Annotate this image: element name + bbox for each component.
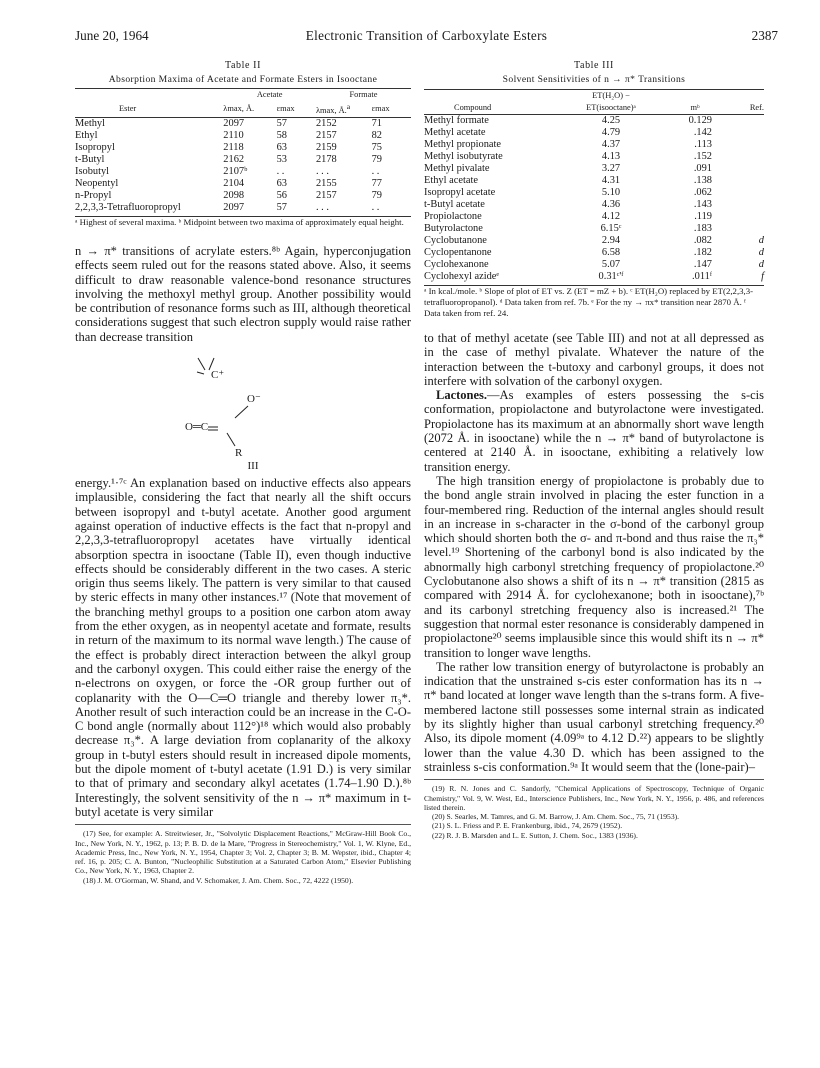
structure-atom-r: R <box>235 447 243 460</box>
table-2-cell-formate-lmax: . . . <box>315 166 329 177</box>
table-2-cell-formate-emax: 79 <box>371 190 382 201</box>
table-3-cell-m: .183 <box>693 223 712 234</box>
table-3-cell-ref <box>730 211 764 223</box>
table-2-row <box>75 130 411 142</box>
table-2-col-lmax-formate-text: λmax, Å. <box>315 106 347 115</box>
table-3-cell-ref <box>730 115 764 128</box>
right-paragraph-lactones <box>424 388 764 474</box>
table-3-cell-et: 5.07 <box>601 259 621 270</box>
table-3-cell-ref: d <box>758 235 764 246</box>
table-3-cell-compound: Methyl pivalate <box>424 163 490 174</box>
footnote-21: (21) S. L. Friess and P. E. Frankenburg, ibid., 74, 2679 (1952). <box>432 821 623 831</box>
table-2-group-formate: Formate <box>349 90 378 99</box>
table-3-row <box>424 247 764 259</box>
table-3-cell-m: .113 <box>694 139 712 150</box>
page-number: 2387 <box>751 28 778 43</box>
table-3-cell-m: .143 <box>693 199 712 210</box>
table-3-row <box>424 211 764 223</box>
table-2-footnote: ᵃ Highest of several maxima. ᵇ Midpoint between two maxima of approximately equal height. <box>75 216 411 228</box>
table-3-cell-et: 4.12 <box>601 211 621 222</box>
table-3-cell-ref: d <box>758 259 764 270</box>
table-2-row <box>75 142 411 154</box>
table-3-cell-et: 5.10 <box>601 187 621 198</box>
table-3-cell-compound: t-Butyl acetate <box>424 199 485 210</box>
table-3-cell-et: 4.25 <box>601 115 621 126</box>
table-2-row <box>75 190 411 202</box>
table-3-cell-m: .182 <box>693 247 712 258</box>
table-2-cell-acetate-emax: 53 <box>276 154 287 165</box>
table-3-cell-et: 4.79 <box>601 127 621 138</box>
table-2-cell-formate-emax: 82 <box>371 130 382 141</box>
table-2-cell-ester: Isopropyl <box>75 142 115 153</box>
left-paragraph-1: n → π* transitions of acrylate esters.⁸ᵇ Again, hyperconjugation effects seem ruled out for the reasons stated above. Also, it seems difficult to draw reasonable valence-bond resonance structures involving the methoxyl methyl group. Another possibility would be contribution of resonance forms such as III, although theoretical considerations suggest that such electron supply would raise rather than decrease transition <box>75 244 411 344</box>
table-2-cell-formate-emax: 71 <box>371 118 382 129</box>
table-3-cell-compound: Methyl isobutyrate <box>424 151 503 162</box>
table-3-cell-ref <box>730 175 764 187</box>
table-2-cell-acetate-emax: . . <box>276 166 285 177</box>
structure-atom-carbocation: C⁺ <box>211 369 225 382</box>
table-2-cell-formate-emax: 75 <box>371 142 382 153</box>
table-3-row <box>424 115 764 128</box>
footnote-rule-left <box>75 824 411 825</box>
structure-iii-bonds <box>75 348 411 460</box>
table-3-cell-et: 4.31 <box>601 175 621 186</box>
table-3-cell-compound: Cyclobutanone <box>424 235 487 246</box>
table-3-cell-compound: Cyclohexyl azideᵉ <box>424 271 500 282</box>
table-3-cell-et: 6.58 <box>601 247 621 258</box>
footnote-17: (17) See, for example: A. Streitwieser, Jr., "Solvolytic Displacement Reactions," McGraw-Hill Book Co., Inc., New York, N. Y., 1962, p. 13; P. B. D. de la Mare, "Progress in Stereochemistry," Vol. 1, W. Klyne, Ed., Academic Press, Inc., New York, N. Y., 1954, Chapter 3; Vol. 2, Chapter 3; B. M. Wepster, ibid., Chapter 4; ref. 16, p. 205; C. A. Bunton, "Nucleophilic Substitution at a Saturated Carbon Atom," Elsevier Publishing Co., New York, N. Y., 1963, Chapter 2. <box>75 829 411 876</box>
table-2-cell-formate-emax: . . <box>371 202 380 213</box>
table-3-cell-compound: Methyl acetate <box>424 127 486 138</box>
footnote-rule-right <box>424 779 764 780</box>
table-2-cell-acetate-emax: 63 <box>276 178 287 189</box>
table-2-col-lmax-formate <box>316 101 372 118</box>
table-3-cell-m: .147 <box>693 259 712 270</box>
table-2-cell-formate-emax: . . <box>371 166 380 177</box>
table-3-col-ref: Ref. <box>749 103 764 112</box>
table-3-cell-m: .011ᶠ <box>692 271 712 282</box>
table-3-cell-compound: Methyl propionate <box>424 139 502 150</box>
table-2-row <box>75 178 411 190</box>
table-2-cell-formate-lmax: 2157 <box>315 130 337 141</box>
table-2-cell-acetate-emax: 56 <box>276 190 287 201</box>
table-2-cell-formate-lmax: 2152 <box>315 118 337 129</box>
table-2-cell-formate-lmax: 2155 <box>315 178 337 189</box>
table-3-cell-compound: Propiolactone <box>424 211 482 222</box>
table-3-cell-compound: Methyl formate <box>424 115 489 126</box>
table-3-cell-m: 0.129 <box>688 115 712 126</box>
table-2 <box>75 60 411 228</box>
lactones-text: —As examples of esters possessing the s-cis conformation, propiolactone and butyrolactone were investigated. Propiolactone has its maximum at an abnormally short wave length (2072 Å. in isooctane) while the n → π* band of butyrolactone is centered at 2140 Å. in isooctane, exhibiting a relatively low transition energy. <box>424 388 764 474</box>
structure-atom-oxide: O⁻ <box>247 393 261 406</box>
table-2-row <box>75 118 411 131</box>
resonance-structure-iii <box>75 348 411 460</box>
left-footnotes <box>75 829 411 885</box>
table-2-cell-formate-lmax: 2159 <box>315 142 337 153</box>
table-2-col-emax-acetate: εmax <box>276 104 295 113</box>
table-2-col-lmax-formate-mark: a <box>346 102 351 111</box>
table-3-row <box>424 187 764 199</box>
footnote-22: (22) R. J. B. Marsden and L. E. Sutton, J. Chem. Soc., 1383 (1936). <box>432 830 638 840</box>
table-2-cell-acetate-lmax: 2110 <box>223 130 244 141</box>
table-2-cell-formate-emax: 79 <box>371 154 382 165</box>
table-3-col-m: mᵇ <box>690 103 700 112</box>
table-3-col-compound: Compound <box>454 103 492 112</box>
table-2-label: Table II <box>224 60 262 71</box>
table-3-row <box>424 139 764 151</box>
table-3-row <box>424 175 764 187</box>
table-3-grid <box>424 89 764 283</box>
table-3-cell-ref: f <box>761 271 764 282</box>
table-2-cell-acetate-emax: 57 <box>276 118 287 129</box>
table-3 <box>424 60 764 319</box>
table-3-cell-compound: Ethyl acetate <box>424 175 478 186</box>
table-3-title: Solvent Sensitivities of n → π* Transitions <box>502 74 686 85</box>
running-head-date: June 20, 1964 <box>75 28 149 43</box>
table-3-footnote: ᵃ In kcal./mole. ᵇ Slope of plot of ET vs. Z (ET = mZ + b). ᶜ ET(H₂O) replaced by ET(2,2,3,3-tetrafluoropropanol). ᵈ Data taken from ref. 7b. ᵉ For the πy → πx* transition near 2870 Å. ᶠ Data taken from ref. 24. <box>424 285 764 319</box>
table-3-cell-ref <box>730 163 764 175</box>
table-3-cell-m: .062 <box>693 187 712 198</box>
table-3-cell-ref <box>730 199 764 211</box>
table-3-col-et-line1: ET(H₂O) − <box>592 91 630 100</box>
table-3-cell-compound: Cyclopentanone <box>424 247 492 258</box>
table-2-cell-ester: t-Butyl <box>75 154 105 165</box>
table-2-cell-formate-emax: 77 <box>371 178 382 189</box>
table-3-cell-m: .142 <box>693 127 712 138</box>
table-2-cell-ester: n-Propyl <box>75 190 112 201</box>
table-2-cell-acetate-lmax: 2097 <box>223 202 245 213</box>
table-3-row <box>424 235 764 247</box>
table-3-cell-ref <box>730 139 764 151</box>
table-2-cell-formate-lmax: . . . <box>315 202 329 213</box>
table-3-col-et-line2: ET(isooctane)ᵃ <box>586 103 636 112</box>
table-3-cell-ref <box>730 127 764 139</box>
table-2-cell-ester: Methyl <box>75 118 106 129</box>
table-2-row <box>75 166 411 178</box>
table-2-grid <box>75 88 411 214</box>
table-3-cell-compound: Cyclohexanone <box>424 259 489 270</box>
table-2-cell-acetate-emax: 63 <box>276 142 287 153</box>
table-2-cell-acetate-emax: 57 <box>276 202 287 213</box>
lactones-heading: Lactones. <box>436 388 488 403</box>
structure-atom-carbonyl: O═C <box>185 421 209 434</box>
table-2-cell-acetate-lmax: 2107ᵇ <box>223 166 248 177</box>
table-3-cell-et: 0.31ᶜ'ᶠ <box>598 271 624 282</box>
table-3-cell-et: 2.94 <box>601 235 621 246</box>
table-2-cell-acetate-lmax: 2104 <box>223 178 245 189</box>
table-3-row <box>424 163 764 175</box>
footnote-19: (19) R. N. Jones and C. Sandorfy, "Chemical Applications of Spectroscopy, Technique of Organic Chemistry," Vol. 9, W. West, Ed., Interscience Publishers, Inc., New York, N. Y., 1956, p. 486, and references listed therein. <box>424 784 764 812</box>
table-2-cell-acetate-lmax: 2098 <box>223 190 245 201</box>
table-2-cell-formate-lmax: 2157 <box>315 190 337 201</box>
footnote-18: (18) J. M. O'Gorman, W. Shand, and V. Schomaker, J. Am. Chem. Soc., 72, 4222 (1950). <box>83 875 354 885</box>
table-2-cell-ester: Neopentyl <box>75 178 119 189</box>
table-2-cell-ester: 2,2,3,3-Tetrafluoropropyl <box>75 202 181 213</box>
table-2-cell-acetate-lmax: 2162 <box>223 154 245 165</box>
table-2-row <box>75 202 411 214</box>
table-2-col-ester: Ester <box>119 104 137 113</box>
table-2-cell-formate-lmax: 2178 <box>315 154 337 165</box>
table-2-cell-acetate-emax: 58 <box>276 130 287 141</box>
table-2-cell-ester: Ethyl <box>75 130 98 141</box>
table-3-cell-et: 3.27 <box>601 163 621 174</box>
right-column <box>424 60 764 840</box>
table-2-cell-acetate-lmax: 2097 <box>223 118 245 129</box>
left-paragraph-2: energy.¹·⁷ᶜ An explanation based on inductive effects also appears implausible, considering the fact that nearly all the shift occurs between isopropyl and t-butyl acetate. Another good argument against operation of inductive effects is the fact that n-propyl and 2,2,3,3-tetrafluoropropyl acetates have virtually identical absorption spectra in isooctane (Table II), even though inductive effects should be considerably different in the two cases. A steric origin thus seems likely. The pattern is very similar to that caused by steric effects in many other instances.¹⁷ (Note that movement of the branching methyl groups to a position one carbon atom away from the ether oxygen, as in neopentyl acetate and formate, results in return of the maximum to its normal wave length.) The cause of the effect is probably direct interaction between the alkyl group and the carbonyl oxygen. This could either raise the energy of the n-electrons on oxygen, or force the -OR group further out of coplanarity with the O—C═O triangle and thereby lower π₃*. Another result of such interaction could be an increase in the C-O-C bond angle (normally about 112°)¹⁸ which would also probably decrease π₃*. A large deviation from coplanarity of the alkoxy group in t-butyl esters should result in increased dipole moments, but the dipole moment of t-butyl acetate (1.91 D.) is very similar to that of primary and secondary alkyl acetates (1.74–1.90 D.).⁸ᵇ Interestingly, the solvent sensitivity of the n → π* maximum in t-butyl acetate is very similar <box>75 476 411 819</box>
table-2-cell-ester: Isobutyl <box>75 166 110 177</box>
table-2-col-emax-formate: εmax <box>371 104 390 113</box>
table-3-cell-m: .091 <box>693 163 712 174</box>
table-3-row <box>424 259 764 271</box>
table-3-cell-compound: Butyrolactone <box>424 223 483 234</box>
table-3-cell-et: 4.36 <box>601 199 621 210</box>
table-3-row <box>424 271 764 283</box>
table-3-row <box>424 199 764 211</box>
table-2-title: Absorption Maxima of Acetate and Formate Esters in Isooctane <box>108 74 378 85</box>
table-2-col-lmax-acetate: λmax, Å. <box>223 104 255 113</box>
table-3-row <box>424 151 764 163</box>
table-3-cell-m: .152 <box>693 151 712 162</box>
table-2-row <box>75 154 411 166</box>
table-3-cell-et: 4.37 <box>601 139 621 150</box>
table-3-row <box>424 127 764 139</box>
table-2-cell-acetate-lmax: 2118 <box>223 142 244 153</box>
footnote-20: (20) S. Searles, M. Tamres, and G. M. Barrow, J. Am. Chem. Soc., 75, 71 (1953). <box>432 812 680 822</box>
table-3-label: Table III <box>574 60 614 71</box>
table-2-group-acetate: Acetate <box>256 90 283 99</box>
table-3-cell-ref: d <box>758 247 764 258</box>
table-3-cell-m: .119 <box>694 211 712 222</box>
right-footnotes <box>424 784 764 840</box>
table-3-cell-et: 4.13 <box>601 151 621 162</box>
table-3-cell-ref <box>730 223 764 235</box>
right-paragraph-1: to that of methyl acetate (see Table III) and not at all depressed as in the case of methyl pivalate. Whatever the nature of the interaction between the t-butoxy and carbonyl groups, it does not interfere with solvation of the carbonyl oxygen. <box>424 331 764 388</box>
table-3-cell-compound: Isopropyl acetate <box>424 187 496 198</box>
table-3-cell-ref <box>730 151 764 163</box>
table-3-cell-m: .138 <box>693 175 712 186</box>
left-column <box>75 60 411 885</box>
table-3-row <box>424 223 764 235</box>
table-3-cell-m: .082 <box>693 235 712 246</box>
running-head-title: Electronic Transition of Carboxylate Esters <box>305 28 548 43</box>
table-3-cell-ref <box>730 187 764 199</box>
right-paragraph-4: The rather low transition energy of butyrolactone is probably an indication that the unstrained s-cis ester conformation has its n → π* band located at longer wave length than the s-trans form. A five-membered lactone still possesses some internal strain as indicated by its slightly higher than usual carbonyl stretching frequency.²⁰ Also, its dipole moment (4.09⁹ᵃ to 4.12 D.²²) appears to be slightly lower than the value 4.30 D. which has been assigned to the strainless s-cis conformation.⁹ᵃ It would seem that the (lone-pair)– <box>424 659 764 774</box>
table-3-cell-et: 6.15ᶜ <box>600 223 622 234</box>
structure-label: III <box>247 460 259 473</box>
running-head <box>75 28 778 46</box>
right-paragraph-3: The high transition energy of propiolactone is probably due to the bond angle strain involved in placing the ester function in a four-membered ring. Reduction of the internal angles should result in an increase in s-character in the σ-bond of the carbonyl group which should shorten both the σ- and π-bond and thus raise the π₃* level.¹⁹ Shortening of the carbonyl bond is also indicated by the abnormally high carbonyl stretching frequency of propiolactone.²⁰ Cyclobutanone also shows a shift of its n → π* transition (2815 as compared with 2914 Å. for cyclohexanone; both in isooctane),⁷ᵇ and its carbonyl stretching frequency also is increased.²¹ The suggestion that normal ester resonance is considerably dampened in propiolactone²⁰ seems implausible since this would shift its n → π* transition to longer wave lengths. <box>424 473 764 660</box>
